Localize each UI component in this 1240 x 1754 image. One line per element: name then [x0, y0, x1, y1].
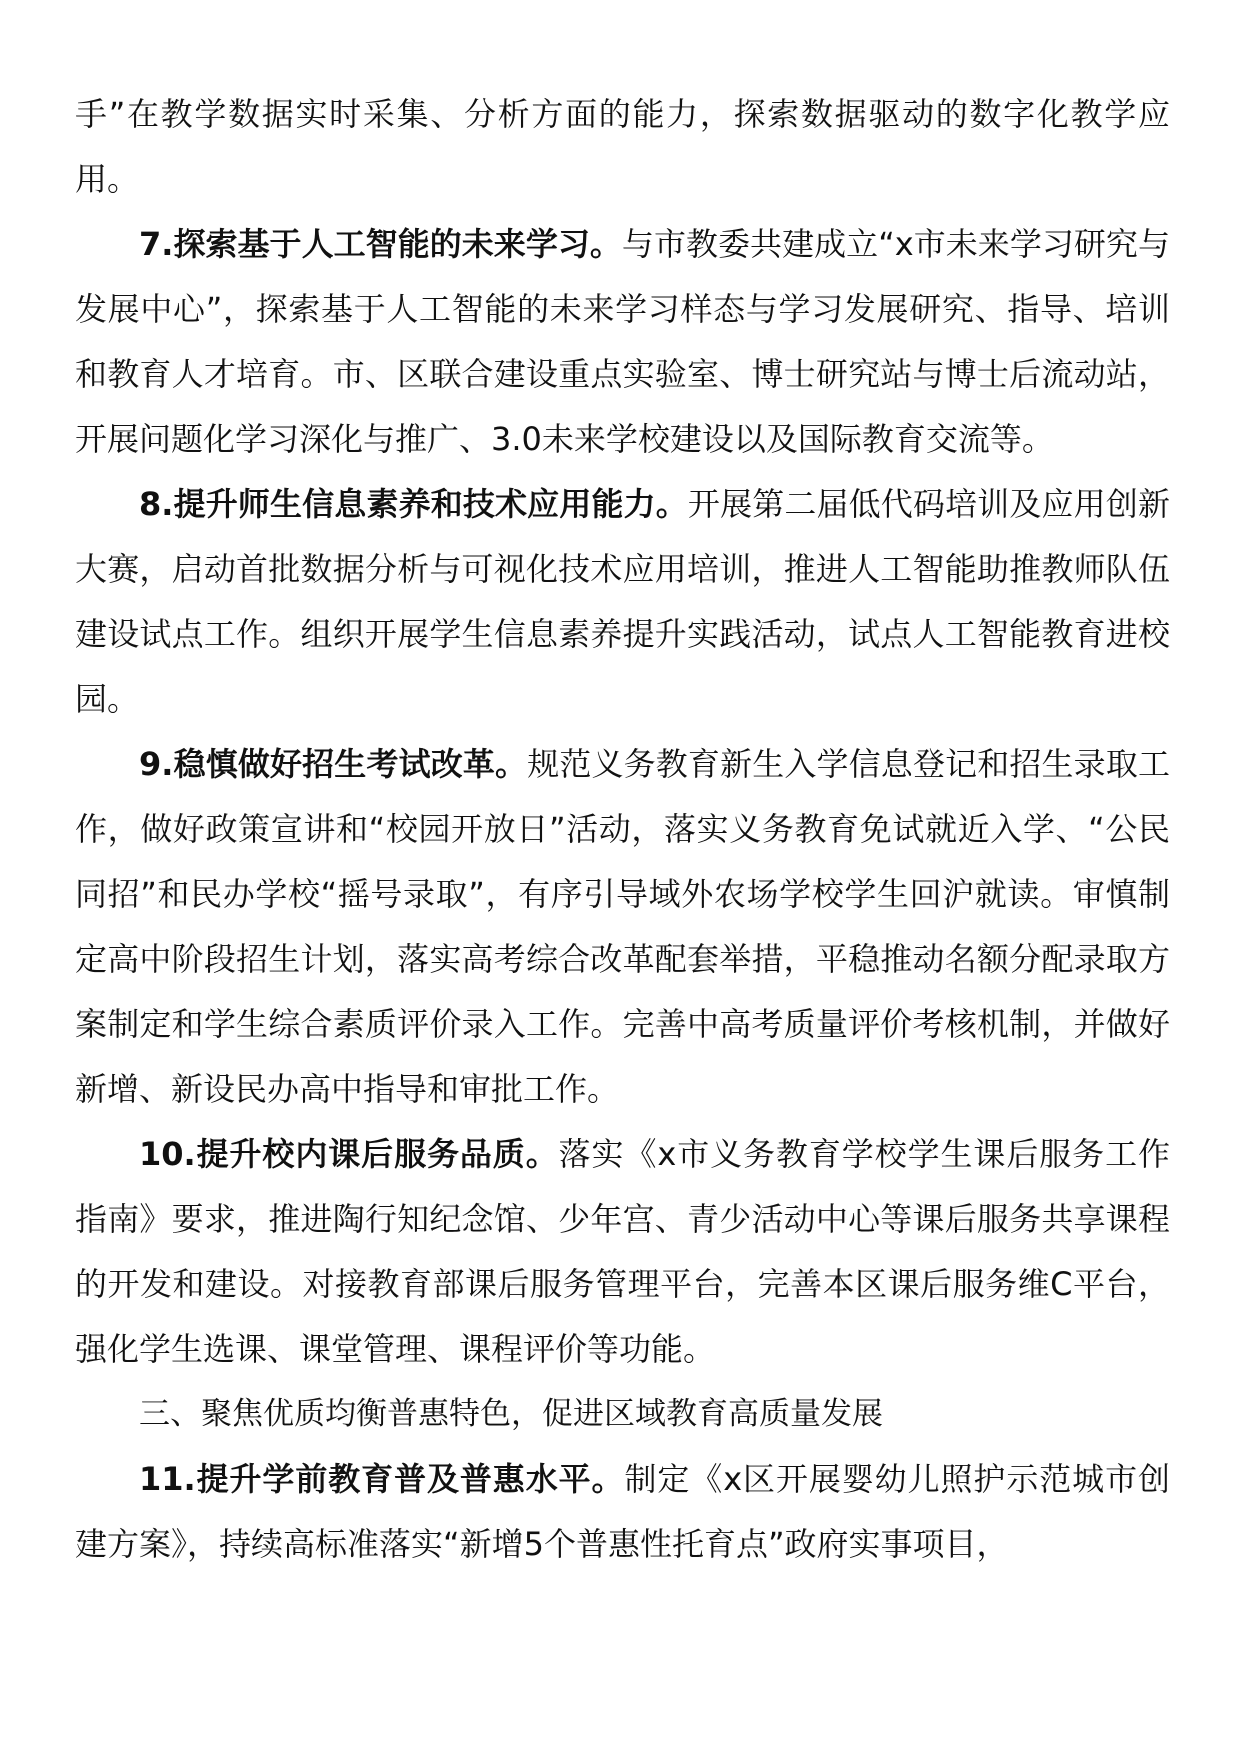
paragraph-body: 手”在教学数据实时采集、分析方面的能力，探索数据驱动的数字化教学应用。 — [75, 95, 1170, 198]
document-page — [75, 82, 1170, 1577]
paragraph-heading: 11.提升学前教育普及普惠水平。 — [139, 1460, 625, 1498]
paragraph-item-7 — [75, 212, 1170, 472]
paragraph-item-8 — [75, 472, 1170, 732]
paragraph-item-11 — [75, 1447, 1170, 1577]
paragraph-heading: 10.提升校内课后服务品质。 — [139, 1135, 559, 1173]
paragraph-body: 与市教委共建成立“x市未来学习研究与发展中心”，探索基于人工智能的未来学习样态与学习发展研究、指导、培训和教育人才培育。市、区联合建设重点实验室、博士研究站与博士后流动站，开展问题化学习深化与推广、3.0未来学校建设以及国际教育交流等。 — [75, 225, 1170, 458]
paragraph-body: 开展第二届低代码培训及应用创新大赛，启动首批数据分析与可视化技术应用培训，推进人工智能助推教师队伍建设试点工作。组织开展学生信息素养提升实践活动，试点人工智能教育进校园。 — [75, 485, 1170, 718]
section-heading: 三、聚焦优质均衡普惠特色，促进区域教育高质量发展 — [139, 1396, 883, 1432]
paragraph-body: 规范义务教育新生入学信息登记和招生录取工作，做好政策宣讲和“校园开放日”活动，落实义务教育免试就近入学、“公民同招”和民办学校“摇号录取”，有序引导域外农场学校学生回沪就读。审慎制定高中阶段招生计划，落实高考综合改革配套举措，平稳推动名额分配录取方案制定和学生综合素质评价录入工作。完善中高考质量评价考核机制，并做好新增、新设民办高中指导和审批工作。 — [75, 745, 1170, 1108]
paragraph-item-10 — [75, 1122, 1170, 1382]
paragraph-heading: 8.提升师生信息素养和技术应用能力。 — [139, 485, 688, 523]
paragraph-continuation — [75, 82, 1170, 212]
paragraph-heading: 7.探索基于人工智能的未来学习。 — [139, 225, 622, 263]
paragraph-item-9 — [75, 732, 1170, 1122]
paragraph-body: 制定《x区开展婴幼儿照护示范城市创建方案》，持续高标准落实“新增5个普惠性托育点”政府实事项目， — [75, 1460, 1170, 1563]
paragraph-body: 落实《x市义务教育学校学生课后服务工作指南》要求，推进陶行知纪念馆、少年宫、青少活动中心等课后服务共享课程的开发和建设。对接教育部课后服务管理平台，完善本区课后服务维C平台，强化学生选课、课堂管理、课程评价等功能。 — [75, 1135, 1170, 1368]
paragraph-heading: 9.稳慎做好招生考试改革。 — [139, 745, 528, 783]
